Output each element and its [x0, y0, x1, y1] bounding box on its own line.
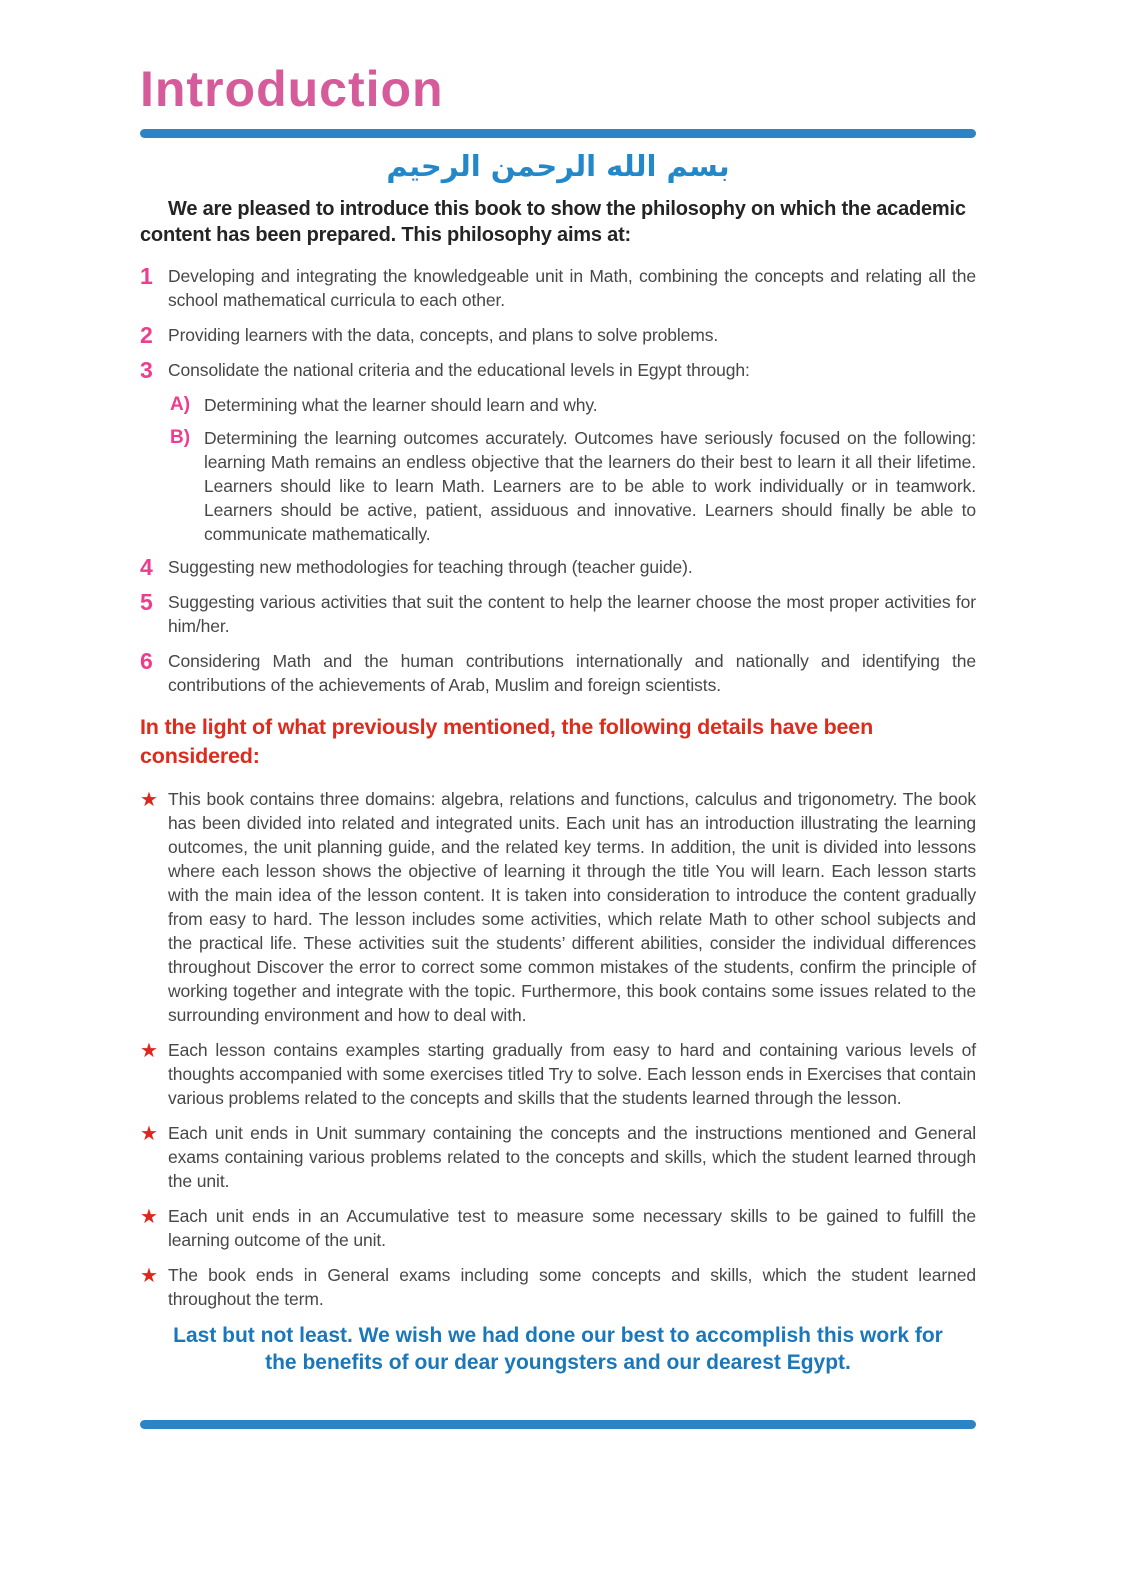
intro-paragraph: We are pleased to introduce this book to show the philosophy on which the academic content has been prepared. This philosophy aims at:: [140, 197, 966, 246]
star-item-4: [140, 1204, 976, 1252]
item-text: Developing and integrating the knowledgeable unit in Math, combining the concepts and relating all the school mathematical curricula to each other.: [168, 265, 976, 310]
star-item-text: Each unit ends in an Accumulative test to measure some necessary skills to be gained to fulfill the learning outcome of the unit.: [168, 1205, 976, 1250]
subitem-b: [170, 426, 976, 546]
page-title: Introduction: [140, 61, 444, 117]
numbered-item-5: [140, 590, 976, 638]
item-number: 4: [140, 553, 153, 580]
bismillah-heading: بسم الله الرحمن الرحيم: [386, 149, 730, 183]
numbered-item-1: [140, 264, 976, 312]
item-number: 3: [140, 356, 153, 383]
item-number: 2: [140, 321, 153, 348]
numbered-item-2: [140, 323, 976, 347]
star-item-text: The book ends in General exams including some concepts and skills, which the student learned throughout the term.: [168, 1264, 976, 1309]
star-item-1: [140, 787, 976, 1027]
closing-statement: Last but not least. We wish we had done our best to accomplish this work for the benefits of our dear youngsters and our dearest Egypt.: [173, 1323, 943, 1374]
star-bullet-icon: ★: [140, 1120, 158, 1145]
subitem-label: A): [170, 393, 191, 415]
star-bullet-icon: ★: [140, 1037, 158, 1062]
item-text: Consolidate the national criteria and the educational levels in Egypt through:: [168, 359, 750, 380]
item-text: Providing learners with the data, concepts, and plans to solve problems.: [168, 324, 719, 345]
bottom-divider-rule: [140, 1420, 976, 1429]
star-item-text: This book contains three domains: algebra, relations and functions, calculus and trigonometry. The book has been divided into related and integrated units. Each unit has an introduction illustrating the learning outcomes, the unit planning guide, and the related key terms. In addition, the unit is divided into lessons where each lesson shows the objective of learning it through the title You will learn. Each lesson starts with the main idea of the lesson content. It is taken into consideration to introduce the content gradually from easy to hard. The lesson includes some activities, which relate Math to other school subjects and the practical life. These activities suit the students’ different abilities, consider the individual differences throughout Discover the error to correct some common mistakes of the students, confirm the principle of working together and integrate with the topic. Furthermore, this book contains some issues related to the surrounding environment and how to deal with.: [168, 788, 976, 1025]
star-bullet-icon: ★: [140, 1262, 158, 1287]
star-item-2: [140, 1038, 976, 1110]
numbered-item-4: [140, 555, 976, 579]
subitem-a: [170, 393, 976, 417]
star-bullet-icon: ★: [140, 786, 158, 811]
numbered-item-6: [140, 649, 976, 697]
item-number: 1: [140, 262, 153, 289]
subitem-label: B): [170, 426, 191, 448]
section-heading-red: In the light of what previously mentioned, the following details have been considered:: [140, 714, 873, 768]
subitem-text: Determining the learning outcomes accurately. Outcomes have seriously focused on the following: learning Math remains an endless objective that the learners do their best to learn it all their lifetime. Learners should like to learn Math. Learners are to be able to work individually or in teamwork. Learners should be active, patient, assiduous and innovative. Learners should finally be able to communicate mathematically.: [204, 427, 976, 544]
numbered-item-3: [140, 358, 976, 382]
item-text: Suggesting new methodologies for teaching through (teacher guide).: [168, 556, 693, 577]
star-list: [140, 787, 976, 1311]
star-item-3: [140, 1121, 976, 1193]
star-item-text: Each lesson contains examples starting gradually from easy to hard and containing various levels of thoughts accompanied with some exercises titled Try to solve. Each lesson ends in Exercises that contain various problems related to the concepts and skills that the students learned through the lesson.: [168, 1039, 976, 1108]
top-divider-rule: [140, 129, 976, 138]
item-text: Considering Math and the human contributions internationally and nationally and identifying the contributions of the achievements of Arab, Muslim and foreign scientists.: [168, 650, 976, 695]
item-number: 5: [140, 588, 153, 615]
numbered-list: [140, 264, 976, 697]
content-column: [140, 0, 976, 1376]
star-item-text: Each unit ends in Unit summary containing the concepts and the instructions mentioned and General exams containing various problems related to the concepts and skills, which the student learned through the unit.: [168, 1122, 976, 1191]
item-text: Suggesting various activities that suit the content to help the learner choose the most proper activities for him/her.: [168, 591, 976, 636]
star-item-5: [140, 1263, 976, 1311]
star-bullet-icon: ★: [140, 1203, 158, 1228]
item-number: 6: [140, 647, 153, 674]
subitem-text: Determining what the learner should learn and why.: [204, 394, 598, 415]
